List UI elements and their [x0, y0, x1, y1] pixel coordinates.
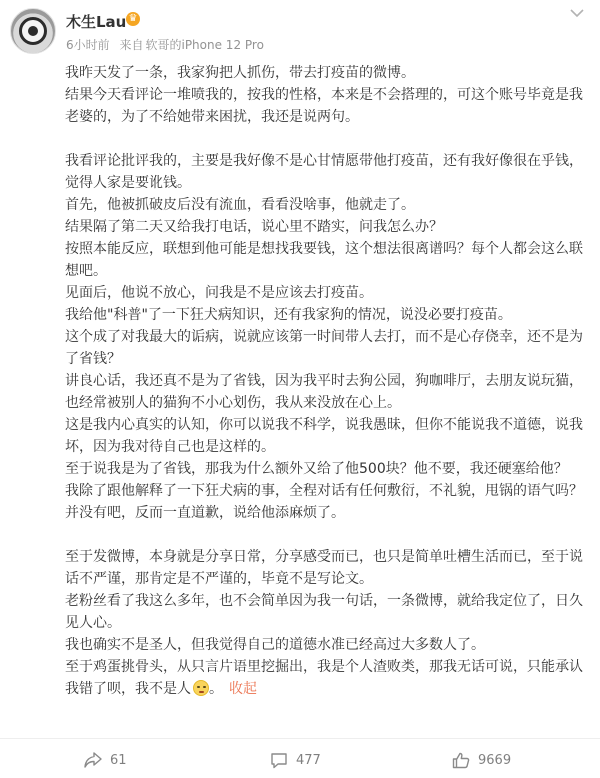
like-count: 9669: [478, 752, 512, 768]
post-paragraph: 并没有吧，反而一直道歉，说给他添麻烦了。: [65, 505, 345, 521]
like-button[interactable]: [452, 751, 511, 769]
post-paragraph: 至于说我是为了省钱，那我为什么额外又给了他500块？他不要，我还硬塞给他？: [65, 461, 568, 477]
post-paragraph: 见面后，他说不放心，问我是不是应该去打疫苗。: [65, 285, 373, 301]
thumbs-up-icon: [452, 752, 470, 769]
post-paragraph: 我除了跟他解释了一下狂犬病的事，全程对话有任何敷衍，不礼貌，甩锅的语气吗？: [65, 483, 583, 499]
post-last-paragraph: 至于鸡蛋挑骨头，从只言片语里挖掘出，我是个人渣败类，那我无话可说，只能承认我错了呗，我不是人 。 收起: [65, 659, 583, 697]
collapse-link[interactable]: 收起: [229, 681, 257, 697]
chevron-down-icon[interactable]: [565, 4, 589, 22]
post-time: 6小时前: [66, 38, 110, 52]
post-paragraph: 按照本能反应，联想到他可能是想找我要钱，这个想法很离谱吗？每个人都会这么联想吧。: [65, 241, 583, 279]
source-prefix: 来自: [119, 38, 144, 52]
post-paragraph: 我看评论批评我的，主要是我好像不是心甘情愿带他打疫苗，还有我好像很在乎钱，觉得人家是要讹钱。: [65, 153, 583, 191]
post-paragraph: 首先，他被抓破皮后没有流血，看看没啥事，他就走了。: [65, 197, 415, 213]
post-paragraph: 结果隔了第二天又给我打电话，说心里不踏实，问我怎么办？: [65, 219, 443, 235]
crown-icon: ♛: [126, 12, 140, 26]
post-paragraph: 这是我内心真实的认知，你可以说我不科学，说我愚昧，但你不能说我不道德，说我坏，因为我对待自己也是这样的。: [65, 417, 583, 455]
post-paragraph: 我给他"科普"了一下狂犬病知识，还有我家狗的情况，说没必要打疫苗。: [65, 307, 512, 323]
post-paragraph: 这个成了对我最大的诟病，说就应该第一时间带人去打，而不是心存侥幸，还不是为了省钱？: [65, 329, 583, 367]
post-paragraph: 我也确实不是圣人，但我觉得自己的道德水准已经高过大多数人了。: [65, 637, 485, 653]
post-body: [65, 62, 587, 700]
avatar-dot: [28, 26, 38, 36]
last-paragraph-text: 至于鸡蛋挑骨头，从只言片语里挖掘出，我是个人渣败类，那我无话可说，只能承认我错了呗，我不是人: [65, 659, 583, 697]
post-paragraph: 老粉丝看了我这么多年，也不会简单因为我一句话，一条微博，就给我定位了，日久见人心。: [65, 593, 583, 631]
username[interactable]: 木生Lau: [66, 13, 127, 31]
post-paragraph: 我昨天发了一条，我家狗把人抓伤，带去打疫苗的微博。: [65, 65, 415, 81]
post-meta: [66, 36, 270, 53]
thinking-face-emoji-icon: [193, 680, 209, 696]
action-bar: [0, 738, 600, 778]
share-count: 61: [110, 752, 127, 768]
comment-count: 477: [296, 752, 321, 768]
post-paragraph: 结果今天看评论一堆喷我的，按我的性格，本来是不会搭理的，可这个账号毕竟是我老婆的，为了不给她带来困扰，我还是说两句。: [65, 87, 583, 125]
avatar[interactable]: [10, 8, 56, 54]
post-paragraph: 至于发微博，本身就是分享日常，分享感受而已，也只是简单吐槽生活而已，至于说话不严谨，那肯定是不严谨的，毕竟不是写论文。: [65, 549, 583, 587]
share-button[interactable]: [84, 751, 127, 769]
paragraph-spacer: [65, 524, 587, 546]
post-paragraph: 讲良心话，我还真不是为了省钱，因为我平时去狗公园，狗咖啡厅，去朋友说玩猫，也经常被别人的猫狗不小心划伤，我从来没放在心上。: [65, 373, 583, 411]
share-icon: [84, 752, 102, 768]
comment-icon: [270, 752, 288, 769]
post-header: [0, 0, 600, 62]
paragraph-spacer: [65, 128, 587, 150]
comment-button[interactable]: [270, 751, 321, 769]
source-device[interactable]: 软哥的iPhone 12 Pro: [145, 38, 264, 52]
